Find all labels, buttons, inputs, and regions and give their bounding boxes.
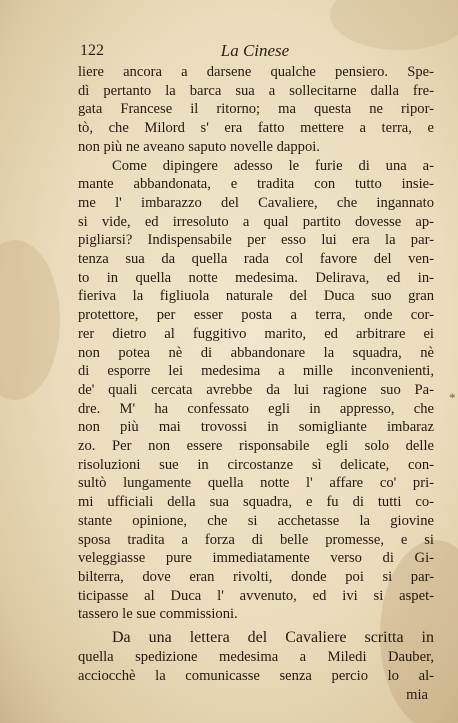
text-line: veleggiasse pure immediatamente verso di Gi- bbox=[78, 550, 434, 567]
margin-ink-mark: * bbox=[449, 390, 456, 405]
text-line: dre. M' ha confessato egli in appresso, che bbox=[78, 400, 434, 417]
body-text bbox=[78, 63, 434, 704]
text-line: dì pertanto la barca sua a sollecitarne dalla fre- bbox=[78, 82, 434, 99]
page-header bbox=[80, 42, 430, 64]
text-line: zo. Per non essere risponsabile egli solo delle bbox=[78, 438, 434, 455]
text-line: bilterra, dove eran rivolti, donde poi si par- bbox=[78, 568, 434, 585]
text-line: non più ne aveano saputo novelle dappoi. bbox=[78, 138, 320, 155]
text-line: rer dietro al fuggitivo marito, ed arbitrare ei bbox=[78, 325, 434, 342]
text-line: quella spedizione medesima a Miledi Dauber, bbox=[78, 649, 434, 666]
page-number: 122 bbox=[80, 42, 104, 59]
text-line: sultò lungamente quella notte l' affare co' pri- bbox=[78, 475, 434, 492]
text-line: to in quella notte medesima. Delirava, ed in- bbox=[78, 269, 434, 286]
text-line: gata Francese il ritorno; ma questa ne ripor- bbox=[78, 101, 434, 118]
text-line: stante opinione, che si acchetasse la giovine bbox=[78, 512, 434, 529]
text-line: fieriva la figliuola naturale del Duca suo gran bbox=[78, 288, 434, 305]
text-line: ticipasse al Duca l' avvenuto, ed ivi si aspet- bbox=[78, 587, 434, 604]
running-head: La Cinese bbox=[220, 41, 290, 60]
text-line: mante abbandonata, e tradita con tutto insie- bbox=[78, 176, 434, 193]
text-line: tassero le sue commissioni. bbox=[78, 606, 238, 623]
text-line: non più mai trovossi in somigliante imbaraz bbox=[78, 419, 434, 436]
text-line: mia bbox=[406, 686, 428, 703]
text-line: me l' imbarazzo del Cavaliere, che ingannato bbox=[78, 194, 434, 211]
text-line: mi ufficiali della sua squadra, e fu di tutti co- bbox=[78, 494, 434, 511]
text-line: de' quali cercata avrebbe da lui ragione suo Pa- bbox=[78, 381, 434, 398]
text-line: sposa tradita a forza di belle promesse, e si bbox=[78, 531, 434, 548]
text-line: risoluzioni sue in circostanze sì delicate, con- bbox=[78, 456, 434, 473]
text-line: liere ancora a darsene qualche pensiero. Spe- bbox=[78, 64, 434, 80]
text-line: di esporre lei medesima a mille inconvenienti, bbox=[78, 363, 434, 380]
text-line: si vide, ed irresoluto a qual partito dovesse ap- bbox=[78, 213, 434, 230]
text-line: Come dipingere adesso le furie di una a- bbox=[112, 157, 434, 174]
text-line: protettore, per esser posta a terra, onde cor- bbox=[78, 307, 434, 324]
text-line: non potea nè di abbandonare la squadra, nè bbox=[78, 344, 434, 361]
text-line: tò, che Milord s' era fatto mettere a terra, e bbox=[78, 120, 434, 137]
text-line: acciocchè la comunicasse senza percio lo al- bbox=[78, 667, 434, 684]
text-line: pigliarsi? Indispensabile per esso lui era la par- bbox=[78, 232, 434, 249]
text-line: tenza sua da quella rada col favore del ven- bbox=[78, 251, 434, 268]
text-line: Da una lettera del Cavaliere scritta in bbox=[112, 629, 434, 647]
foxing-stain bbox=[0, 240, 60, 400]
